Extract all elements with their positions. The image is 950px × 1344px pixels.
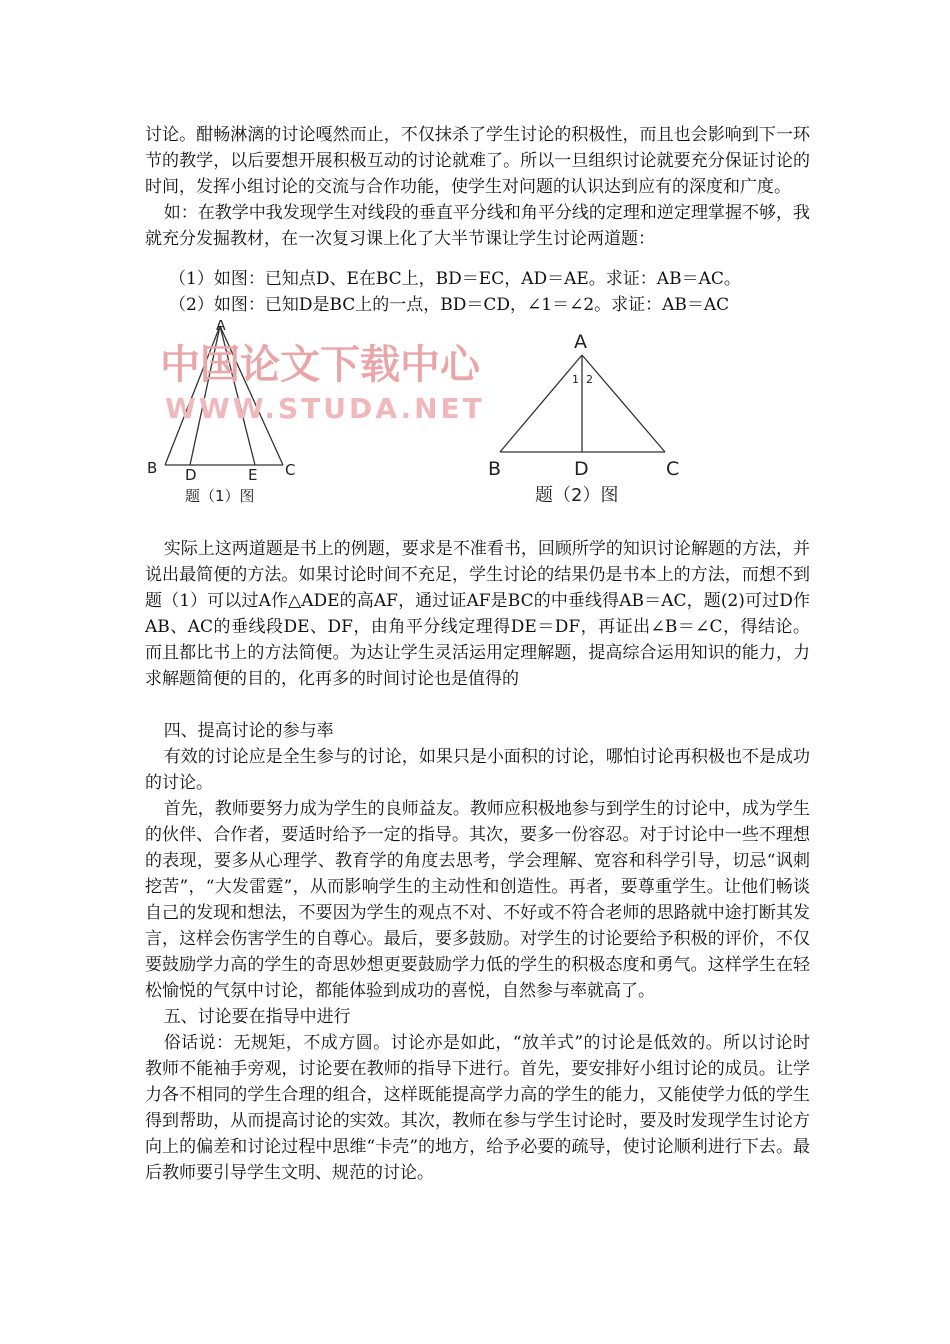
section-4-paragraph-2: 首先，教师要努力成为学生的良师益友。教师应积极地参与到学生的讨论中，成为学生的伙伴、合作者，要适时给予一定的指导。其次，要多一份容忍。对于讨论中一些不理想的表现，要多从心理学、教育学的角度去思考，学会理解、宽容和科学引导，切忌“讽刺挖苦”，“大发雷霆”，从而影响学生的主动性和创造性。再者，要尊重学生。让他们畅谈自己的发现和想法，不要因为学生的观点不对、不好或不符合老师的思路就中途打断其发言，这样会伤害学生的自尊心。最后，要多鼓励。对学生的讨论要给予积极的评价，不仅要鼓励学力高的学生的奇思妙想更要鼓励学力低的学生的积极态度和勇气。这样学生在轻松愉悦的气氛中讨论，都能体验到成功的喜悦，自然参与率就高了。	[145, 799, 810, 1001]
fig2-caption: 题（2）图	[535, 485, 619, 506]
section-4-paragraph-1: 有效的讨论应是全生参与的讨论，如果只是小面积的讨论，哪怕讨论再积极也不是成功的讨论。	[145, 747, 810, 793]
paragraph-example-intro: 如：在教学中我发现学生对线段的垂直平分线和角平分线的定理和逆定理掌握不够，我就充分发掘教材，在一次复习课上化了大半节课让学生讨论两道题：	[145, 203, 810, 249]
fig1-label-c: C	[285, 461, 296, 479]
section-5-paragraph-1: 俗话说：无规矩，不成方圆。讨论亦是如此，“放羊式”的讨论是低效的。所以讨论时教师不能袖手旁观，讨论要在教师的指导下进行。首先，要安排好小组讨论的成员。让学力各不相同的学生合理的组合，这样既能提高学力高的学生的能力，又能使学力低的学生得到帮助，从而提高讨论的实效。其次，教师在参与学生讨论时，要及时发现学生讨论方向上的偏差和讨论过程中思维“卡壳”的地方，给予必要的疏导，使讨论顺利进行下去。最后教师要引导学生文明、规范的讨论。	[145, 1033, 810, 1183]
fig1-label-a: A	[216, 320, 226, 334]
document-page	[145, 122, 810, 1186]
question-2: （2）如图：已知D是BC上的一点，BD＝CD，∠1＝∠2。求证：AB＝AC	[169, 295, 730, 315]
watermark-url: WWW.STUDA.NET	[165, 392, 485, 425]
fig2-label-angle2: 2	[586, 373, 593, 386]
paragraph-analysis: 实际上这两道题是书上的例题，要求是不准看书，回顾所学的知识讨论解题的方法，并说出最简便的方法。如果讨论时间不充足，学生讨论的结果仍是书本上的方法，而想不到题（1）可以过A作△ADE的高AF，通过证AF是BC的中垂线得AB＝AC，题(2)可过D作AB、AC的垂线段DE、DF，由角平分线定理得DE＝DF，再证出∠B＝∠C，得结论。而且都比书上的方法简便。为达让学生灵活运用定理解题，提高综合运用知识的能力，力求解题简便的目的，化再多的时间讨论也是值得的	[145, 539, 810, 689]
fig2-label-angle1: 1	[572, 373, 579, 386]
fig1-label-e: E	[248, 466, 258, 484]
section-4-heading: 四、提高讨论的参与率	[163, 721, 334, 741]
geometry-figures	[145, 320, 810, 510]
question-1: （1）如图：已知点D、E在BC上，BD＝EC，AD＝AE。求证：AB＝AC。	[169, 269, 741, 289]
figures-svg	[145, 320, 810, 510]
fig2-side-ac	[582, 355, 665, 452]
fig2-label-d: D	[574, 458, 589, 480]
figure-2	[500, 355, 665, 452]
fig2-label-b: B	[488, 458, 502, 480]
fig2-label-a: A	[574, 331, 587, 353]
fig1-caption: 题（1）图	[185, 487, 255, 505]
paragraph-continuation: 讨论。酣畅淋漓的讨论嘎然而止，不仅抹杀了学生讨论的积极性，而且也会影响到下一环节的教学，以后要想开展积极互动的讨论就难了。所以一旦组织讨论就要充分保证讨论的时间，发挥小组讨论的交流与合作功能，使学生对问题的认识达到应有的深度和广度。	[145, 125, 810, 197]
fig1-label-d: D	[185, 466, 197, 484]
section-5-heading: 五、讨论要在指导中进行	[163, 1007, 351, 1027]
fig1-label-b: B	[147, 459, 158, 477]
fig2-side-ab	[500, 355, 582, 452]
fig2-label-c: C	[666, 458, 680, 480]
watermark-logo-text: 中国论文下载中心	[160, 342, 480, 388]
